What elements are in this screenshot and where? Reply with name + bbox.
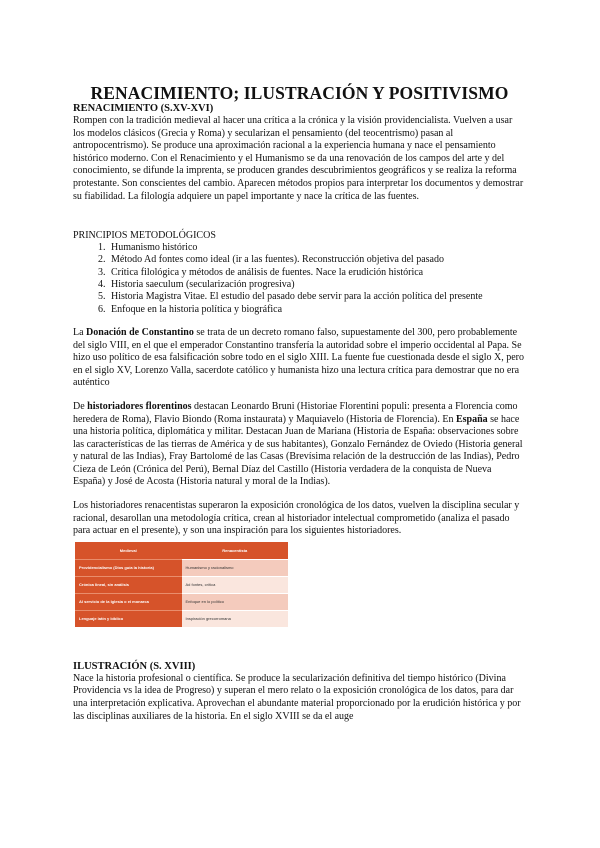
table-row bbox=[75, 593, 288, 610]
table-cell: Ad fontes, crítica bbox=[182, 576, 289, 593]
list-item: 4. Historia saeculum (secularización progresiva) bbox=[108, 279, 526, 291]
spacer bbox=[73, 489, 526, 500]
table-header-cell: Renacentista bbox=[182, 542, 289, 560]
section-heading-renacimiento: RENACIMIENTO (S.XV-XVI) bbox=[73, 103, 214, 114]
section-heading-ilustracion: ILUSTRACIÓN (S. XVIII) bbox=[73, 660, 196, 672]
spacer bbox=[73, 390, 526, 401]
florentinos-post: se hace una historia política, diplomática y militar. Destacan Juan de Mariana (Historia de España: observaciones sobre las características de las tierras de América y de sus habitantes), Gonzalo Fernández de Oviedo (Historia general y natural de las Indias), Fray Bartolomé de las Casas (Brevísima relación de la destrucción de las Indias), Pedro Cieza de León (Crónica del Perú), Bernal Díaz del Castillo (Historia verdadera de la conquista de Nueva España) y José de Acosta (Historia natural y moral de la Indias). bbox=[73, 413, 523, 488]
list-item: 3. Crítica filológica y métodos de análisis de fuentes. Nace la erudición histórica bbox=[108, 267, 526, 279]
donacion-bold: Donación de Constantino bbox=[86, 326, 194, 338]
table-cell: Lenguaje latín y bíblico bbox=[75, 610, 182, 627]
comparison-table bbox=[75, 542, 288, 627]
donacion-pre: La bbox=[73, 326, 87, 338]
principles-list bbox=[73, 242, 526, 316]
renacimiento-intro-paragraph: Rompen con la tradición medieval al hacer una crítica a la crónica y la visión providencialista. Vuelven a usar los modelos clásicos (Grecia y Roma) y secularizan el pensamiento (del teocentrismo) pasan al antropocentrismo). Se produce una aproximación racional a la experiencia humana y nace el pensamiento histórico moderno. Con el Renacimiento y el Humanismo se da una renovación de los campos del arte y del conocimiento, se difunde la imprenta, se producen grandes descubrimientos geográficos y se realiza la reforma protestante. Son conscientes del cambio. Aparecen métodos propios para interpretar los documentos y demostrar su fiabilidad. La filología adquiere un papel importante y nace la crítica de las fuentes. bbox=[73, 115, 524, 202]
table-row bbox=[75, 610, 288, 627]
donacion-post: se trata de un decreto romano falso, supuestamente del 300, pero probablemente del siglo VIII, en el que el emperador Constantino transfería la autoridad sobre el imperio occidental al Papa. Se hizo uso político de esa falsificación sobre todo en el siglo XIII. La fuente fue cuestionada desde el siglo X, pero en el siglo XV, Lorenzo Valla, sacerdote católico y humanista hizo una lectura crítica para demostrar que no era auténtico bbox=[73, 326, 524, 389]
list-item: 2. Método Ad fontes como ideal (ir a las fuentes). Reconstrucción objetiva del pasado bbox=[108, 254, 526, 266]
table-cell: Inspiración grecorromana bbox=[182, 610, 289, 627]
florentinos-mid: destacan Leonardo Bruni (Historiae Florentini populi: presenta a Florencia como heredera de Roma), Flavio Biondo (Roma instaurata) y Maquiavelo (Historia de Florencia). En bbox=[73, 400, 518, 425]
table-cell: Enfoque en lo político bbox=[182, 593, 289, 610]
table-cell: Crónica lineal, sin análisis bbox=[75, 576, 182, 593]
spacer bbox=[73, 316, 526, 327]
table-cell: Al servicio de la Iglesia o el monarca bbox=[75, 593, 182, 610]
spacer bbox=[73, 627, 526, 661]
ilustracion-intro-paragraph: Nace la historia profesional o científica. Se produce la secularización definitiva del tiempo histórico (Divina Providencia vs la idea de Progreso) y superan el mero relato o la exposición cronológica de los datos, para dar una interpretación explicativa. Aprovechan el abundante material proporcionado por la erudición histórica y por las disciplinas auxiliares de la historia. En el siglo XVIII se da el auge bbox=[73, 672, 521, 722]
list-item: 1. Humanismo histórico bbox=[108, 242, 526, 254]
donacion-paragraph bbox=[73, 327, 526, 390]
list-item: 6. Enfoque en la historia política y biográfica bbox=[108, 304, 526, 316]
florentinos-paragraph bbox=[73, 401, 526, 489]
table-row bbox=[75, 559, 288, 576]
florentinos-bold: historiadores florentinos bbox=[87, 400, 192, 412]
page-title: RENACIMIENTO; ILUSTRACIÓN Y POSITIVISMO bbox=[90, 83, 509, 103]
espana-bold: España bbox=[455, 413, 488, 425]
table-header-cell: Medieval bbox=[75, 542, 182, 560]
table-row bbox=[75, 576, 288, 593]
table-cell: Humanismo y racionalismo bbox=[182, 559, 289, 576]
principles-label: PRINCIPIOS METODOLÓGICOS bbox=[73, 230, 216, 242]
conclusion-paragraph: Los historiadores renacentistas superaron la exposición cronológica de los datos, vuelven la disciplina secular y racional, desarollan una metodología crítica, crean al historiador intelectual comprometido (analiza el pasado para actuar en el presente), y son una inspiración para los siguientes historiadores. bbox=[73, 500, 520, 537]
spacer bbox=[73, 203, 526, 230]
table-cell: Providencialismo (Dios guía la historia) bbox=[75, 559, 182, 576]
table-header-row bbox=[75, 542, 288, 560]
florentinos-pre: De bbox=[73, 400, 88, 412]
list-item: 5. Historia Magistra Vitae. El estudio del pasado debe servir para la acción política del presente bbox=[108, 291, 526, 303]
